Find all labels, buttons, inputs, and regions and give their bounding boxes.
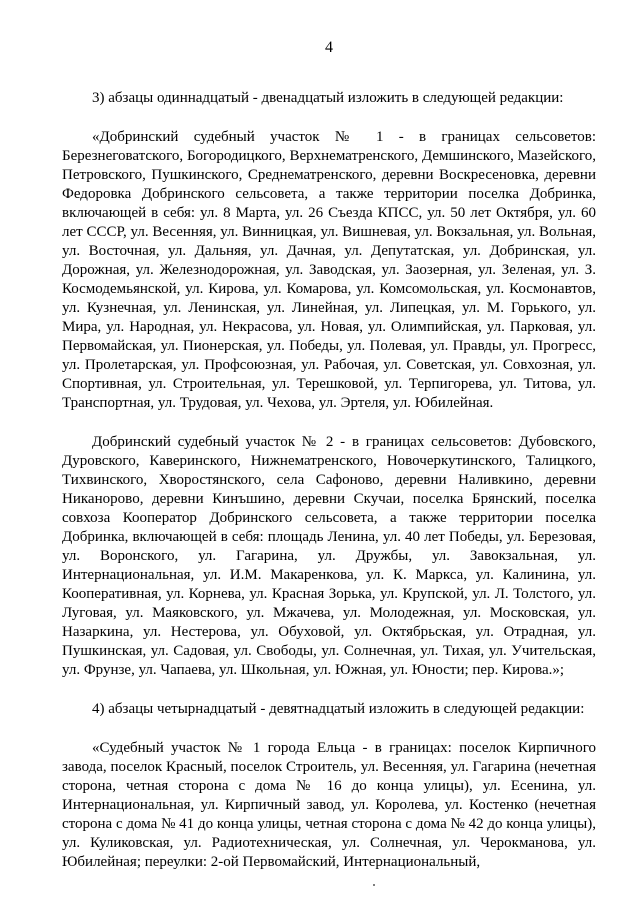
page-number: 4 <box>325 39 333 56</box>
paragraph-amendment-4: 4) абзацы четырнадцатый - девятнадцатый изложить в следующей редакции: <box>92 701 585 717</box>
paragraph-gap <box>62 413 596 433</box>
scan-speck <box>373 884 375 886</box>
paragraph-district-1: «Добринский судебный участок № 1 - в границах сельсоветов: Березнеговатского, Богородицкого, Верхнематренского, Демшинского, Мазейского, Петровского, Пушкинского, Среднематренского, деревни Воскресеновка, деревни Федоровка Добринского сельсовета, а также территории поселка Добринка, включающей в себя: ул. 8 Марта, ул. 26 Съезда КПСС, ул. 50 лет Октября, ул. 60 лет СССР, ул. Весенняя, ул. Винницкая, ул. Вишневая, ул. Вокзальная, ул. Вольная, ул. Восточная, ул. Дальняя, ул. Дачная, ул. Депутатская, ул. Добринская, ул. Дорожная, ул. Железнодорожная, ул. Заводская, ул. Заозерная, ул. Зеленая, ул. З. Космодемьянской, ул. Кирова, ул. Комарова, ул. Комсомольская, ул. Космонавтов, ул. Кузнечная, ул. Ленинская, ул. Линейная, ул. Липецкая, ул. М. Горького, ул. Мира, ул. Народная, ул. Некрасова, ул. Новая, ул. Олимпийская, ул. Парковая, ул. Первомайская, ул. Пионерская, ул. Победы, ул. Полевая, ул. Правды, ул. Прогресс, ул. Пролетарская, ул. Профсоюзная, ул. Рабочая, ул. Советская, ул. Совхозная, ул. Спортивная, ул. Строительная, ул. Терешковой, ул. Терпигорева, ул. Титова, ул. Транспортная, ул. Трудовая, ул. Чехова, ул. Эртеля, ул. Юбилейная. <box>62 129 596 411</box>
paragraph-gap <box>62 108 596 128</box>
document-page <box>62 38 596 872</box>
paragraph-yelets-district-1: «Судебный участок № 1 города Ельца - в границах: поселок Кирпичного завода, поселок Красный, поселок Строитель, ул. Весенняя, ул. Гагарина (нечетная сторона, четная сторона с дома № 16 до конца улицы), ул. Есенина, ул. Интернациональная, ул. Кирпичный завод, ул. Королева, ул. Костенко (нечетная сторона с дома № 41 до конца улицы, четная сторона с дома № 42 до конца улицы), ул. Куликовская, ул. Радиотехническая, ул. Солнечная, ул. Черокманова, ул. Юбилейная; переулки: 2-ой Первомайский, Интернациональный, <box>62 740 596 870</box>
paragraph-district-2: Добринский судебный участок № 2 - в границах сельсоветов: Дубовского, Дуровского, Каверинского, Нижнематренского, Новочеркутинского, Талицкого, Тихвинского, Хворостянского, села Сафоново, деревни Наливкино, деревни Никаноровo, деревни Кинъшино, деревни Скучаи, поселка Брянский, поселка совхоза Кооператор Добринского сельсовета, а также территории поселка Добринка, включающей в себя: площадь Ленина, ул. 40 лет Победы, ул. Березовая, ул. Воронского, ул. Гагарина, ул. Дружбы, ул. Завокзальная, ул. Интернациональная, ул. И.М. Макаренкова, ул. К. Маркса, ул. Калинина, ул. Кооперативная, ул. Корнева, ул. Красная Зорька, ул. Крупской, ул. Л. Толстого, ул. Луговая, ул. Маяковского, ул. Мжачева, ул. Молодежная, ул. Московская, ул. Назаркина, ул. Нестерова, ул. Обуховой, ул. Октябрьская, ул. Отрадная, ул. Пушкинская, ул. Садовая, ул. Свободы, ул. Солнечная, ул. Тихая, ул. Учительская, ул. Фрунзе, ул. Чапаева, ул. Школьная, ул. Южная, ул. Юности; пер. Кирова.»; <box>62 434 596 678</box>
paragraph-gap <box>62 680 596 700</box>
paragraph-gap <box>62 719 596 739</box>
paragraph-amendment-3: 3) абзацы одиннадцатый - двенадцатый изложить в следующей редакции: <box>92 90 564 106</box>
